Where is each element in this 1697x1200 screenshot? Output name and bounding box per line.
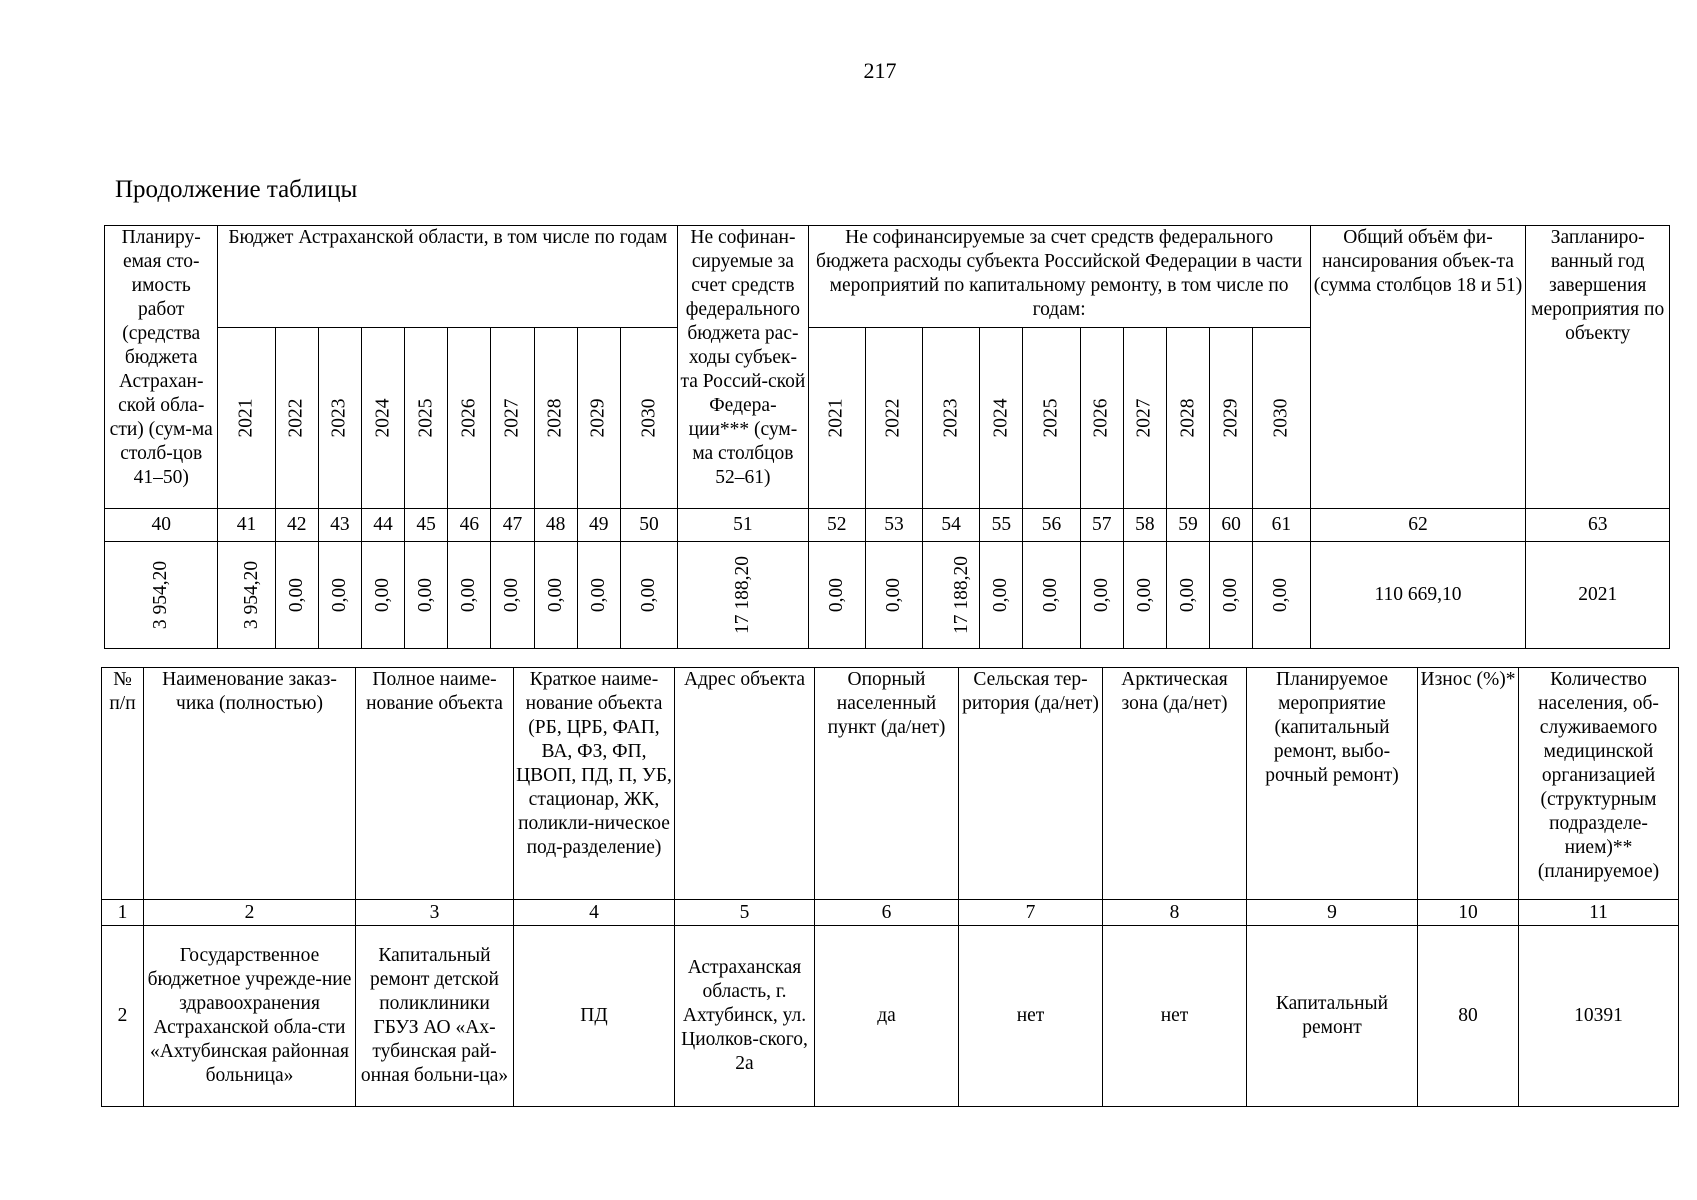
- amount-cell: [923, 542, 980, 649]
- amount-cell: [361, 542, 404, 649]
- column-number: 52: [808, 509, 865, 542]
- header-regional-budget-group: Бюджет Астраханской области, в том числе по годам: [218, 226, 678, 328]
- column-number: 7: [959, 900, 1103, 926]
- nonfed-year-header: [980, 328, 1023, 509]
- column-number: 58: [1123, 509, 1166, 542]
- regional-year-header-text: 2025: [415, 398, 437, 438]
- regional-year-header: [534, 328, 577, 509]
- regional-year-header: [620, 328, 677, 509]
- amount-cell: [1210, 542, 1253, 649]
- amount-cell: [980, 542, 1023, 649]
- amount-cell-text: 17 188,20: [951, 556, 973, 634]
- amount-cell-text: 0,00: [1040, 577, 1062, 613]
- column-number: 50: [620, 509, 677, 542]
- column-number: 42: [275, 509, 318, 542]
- amount-cell-text: 3 954,20: [241, 560, 263, 630]
- amount-cell-text: 0,00: [825, 577, 847, 613]
- object-cell-9: Капитальный ремонт: [1247, 926, 1418, 1107]
- object-header-1: № п/п: [102, 668, 144, 900]
- nonfed-year-header-text: 2023: [940, 398, 962, 438]
- nonfed-year-header-text: 2030: [1270, 398, 1292, 438]
- column-number: 53: [865, 509, 922, 542]
- amount-cell: [1123, 542, 1166, 649]
- column-number: 48: [534, 509, 577, 542]
- nonfed-year-header-text: 2024: [990, 398, 1012, 438]
- regional-year-header: [361, 328, 404, 509]
- amount-cell-text: 0,00: [544, 577, 566, 613]
- column-number: 47: [491, 509, 534, 542]
- object-cell-11: 10391: [1519, 926, 1679, 1107]
- object-cell-2: Государственное бюджетное учрежде-ние здравоохранения Астраханской обла-сти «Ахтубинская районная больница»: [144, 926, 356, 1107]
- nonfed-year-header-text: 2027: [1133, 398, 1155, 438]
- continuation-label: Продолжение таблицы: [115, 176, 358, 203]
- object-header-10: Износ (%)*: [1418, 668, 1519, 900]
- amount-cell: [218, 542, 275, 649]
- amount-cell: [491, 542, 534, 649]
- amount-cell: [448, 542, 491, 649]
- amount-cell-text: 0,00: [882, 577, 904, 613]
- column-number: 9: [1247, 900, 1418, 926]
- column-number: 63: [1526, 509, 1670, 542]
- object-table: [101, 667, 1679, 1107]
- regional-year-header-text: 2023: [328, 398, 350, 438]
- regional-year-header-text: 2024: [372, 398, 393, 438]
- amount-cell: [620, 542, 677, 649]
- nonfed-year-header: [923, 328, 980, 509]
- amount-cell-text: 17 188,20: [731, 556, 753, 634]
- regional-year-header: [318, 328, 361, 509]
- regional-year-header-text: 2028: [544, 398, 566, 438]
- object-cell-3: Капитальный ремонт детской поликлиники ГБУЗ АО «Ах-тубинская рай-онная больни-ца»: [356, 926, 514, 1107]
- completion-year-value: 2021: [1526, 542, 1670, 649]
- header-c51: Не софинан-сируемые за счет средств федерального бюджета рас-ходы субъек-та Россий-ской Федера-ции*** (сум-ма столбцов 52–61): [678, 226, 808, 509]
- object-cell-8: нет: [1103, 926, 1247, 1107]
- amount-cell: [808, 542, 865, 649]
- column-number: 55: [980, 509, 1023, 542]
- nonfed-year-header-text: 2029: [1220, 398, 1242, 438]
- regional-year-header: [275, 328, 318, 509]
- nonfed-year-header-text: 2025: [1040, 398, 1062, 438]
- amount-cell-text: 0,00: [1220, 577, 1242, 613]
- regional-year-header-text: 2027: [501, 398, 523, 438]
- nonfed-year-header-text: 2022: [882, 398, 904, 438]
- amount-cell: [1023, 542, 1080, 649]
- amount-cell: [534, 542, 577, 649]
- column-number: 49: [577, 509, 620, 542]
- object-header-6: Опорный населенный пункт (да/нет): [815, 668, 959, 900]
- object-header-4: Краткое наиме-нование объекта (РБ, ЦРБ, ФАП, ВА, ФЗ, ФП, ЦВОП, ПД, П, УБ, стационар, ЖК, поликли-ническое под-разделение): [514, 668, 675, 900]
- nonfed-year-header: [1253, 328, 1310, 509]
- column-number: 11: [1519, 900, 1679, 926]
- amount-cell-text: 0,00: [1177, 577, 1199, 613]
- column-number: 43: [318, 509, 361, 542]
- column-number: 41: [218, 509, 275, 542]
- regional-year-header: [491, 328, 534, 509]
- nonfed-year-header-text: 2021: [825, 398, 847, 438]
- amount-cell-text: 0,00: [501, 577, 523, 613]
- amount-cell: [1166, 542, 1209, 649]
- object-cell-6: да: [815, 926, 959, 1107]
- object-header-9: Планируемое мероприятие (капитальный ремонт, выбо-рочный ремонт): [1247, 668, 1418, 900]
- amount-cell: [1253, 542, 1310, 649]
- amount-cell-text: 0,00: [638, 577, 660, 613]
- column-number: 61: [1253, 509, 1310, 542]
- column-number: 8: [1103, 900, 1247, 926]
- regional-year-header: [405, 328, 448, 509]
- column-number: 57: [1080, 509, 1123, 542]
- object-cell-7: нет: [959, 926, 1103, 1107]
- amount-cell: [1080, 542, 1123, 649]
- column-number: 4: [514, 900, 675, 926]
- object-header-3: Полное наиме-нование объекта: [356, 668, 514, 900]
- regional-year-header-text: 2022: [285, 398, 307, 438]
- column-number: 3: [356, 900, 514, 926]
- object-header-7: Сельская тер-ритория (да/нет): [959, 668, 1103, 900]
- object-header-2: Наименование заказ-чика (полностью): [144, 668, 356, 900]
- amount-cell-text: 0,00: [328, 577, 350, 613]
- column-number: 44: [361, 509, 404, 542]
- amount-cell-text: 0,00: [1270, 577, 1292, 613]
- regional-year-header: [448, 328, 491, 509]
- amount-cell-text: 0,00: [372, 577, 393, 613]
- amount-cell-text: 0,00: [458, 577, 480, 613]
- header-nonfed-group: Не софинансируемые за счет средств федерального бюджета расходы субъекта Российской Федерации в части мероприятий по капитальному ремонту, в том числе по годам:: [808, 226, 1310, 328]
- object-cell-10: 80: [1418, 926, 1519, 1107]
- amount-cell: [405, 542, 448, 649]
- regional-year-header-text: 2026: [458, 398, 480, 438]
- regional-year-header-text: 2021: [235, 398, 257, 438]
- amount-cell-text: 0,00: [1090, 577, 1112, 613]
- nonfed-year-header: [1123, 328, 1166, 509]
- total-financing-value: 110 669,10: [1310, 542, 1526, 649]
- header-c40: Планиру-емая сто-имость работ (средства бюджета Астрахан-ской обла-сти) (сум-ма столб-цов 41–50): [105, 226, 218, 509]
- amount-cell-text: 0,00: [990, 577, 1012, 613]
- amount-cell-text: 0,00: [587, 577, 609, 613]
- header-c63: Запланиро-ванный год завершения мероприятия по объекту: [1526, 226, 1670, 509]
- regional-year-header: [218, 328, 275, 509]
- column-number: 59: [1166, 509, 1209, 542]
- column-number: 5: [675, 900, 815, 926]
- regional-year-header-text: 2029: [587, 398, 609, 438]
- object-header-8: Арктическая зона (да/нет): [1103, 668, 1247, 900]
- column-number: 56: [1023, 509, 1080, 542]
- header-c62: Общий объём фи-нансирования объек-та (сумма столбцов 18 и 51): [1310, 226, 1526, 509]
- amount-cell: [865, 542, 922, 649]
- nonfed-year-header: [1080, 328, 1123, 509]
- nonfed-year-header: [808, 328, 865, 509]
- amount-cell: [105, 542, 218, 649]
- column-number: 10: [1418, 900, 1519, 926]
- nonfed-year-header: [1023, 328, 1080, 509]
- column-number: 40: [105, 509, 218, 542]
- object-cell-4: ПД: [514, 926, 675, 1107]
- amount-cell: [318, 542, 361, 649]
- column-number: 1: [102, 900, 144, 926]
- object-header-11: Количество населения, об-служиваемого медицинской организацией (структурным подразделе-нием)** (планируемое): [1519, 668, 1679, 900]
- amount-cell-text: 0,00: [1133, 577, 1155, 613]
- column-number: 51: [678, 509, 808, 542]
- page-number: 217: [863, 58, 897, 83]
- regional-year-header-text: 2030: [638, 398, 660, 438]
- nonfed-year-header: [1210, 328, 1253, 509]
- column-number: 6: [815, 900, 959, 926]
- amount-cell: [577, 542, 620, 649]
- column-number: 60: [1210, 509, 1253, 542]
- amount-cell-text: 0,00: [285, 577, 307, 613]
- nonfed-year-header-text: 2028: [1177, 398, 1199, 438]
- nonfed-year-header: [1166, 328, 1209, 509]
- regional-year-header: [577, 328, 620, 509]
- column-number: 62: [1310, 509, 1526, 542]
- object-cell-1: 2: [102, 926, 144, 1107]
- amount-cell-text: 0,00: [415, 577, 437, 613]
- object-cell-5: Астраханская область, г. Ахтубинск, ул. Циолков-ского, 2а: [675, 926, 815, 1107]
- column-number: 54: [923, 509, 980, 542]
- column-number: 46: [448, 509, 491, 542]
- column-number: 2: [144, 900, 356, 926]
- amount-cell: [678, 542, 808, 649]
- column-number: 45: [405, 509, 448, 542]
- amount-cell: [275, 542, 318, 649]
- financing-table: [104, 225, 1670, 649]
- nonfed-year-header: [865, 328, 922, 509]
- object-header-5: Адрес объекта: [675, 668, 815, 900]
- amount-cell-text: 3 954,20: [150, 560, 172, 630]
- nonfed-year-header-text: 2026: [1090, 398, 1112, 438]
